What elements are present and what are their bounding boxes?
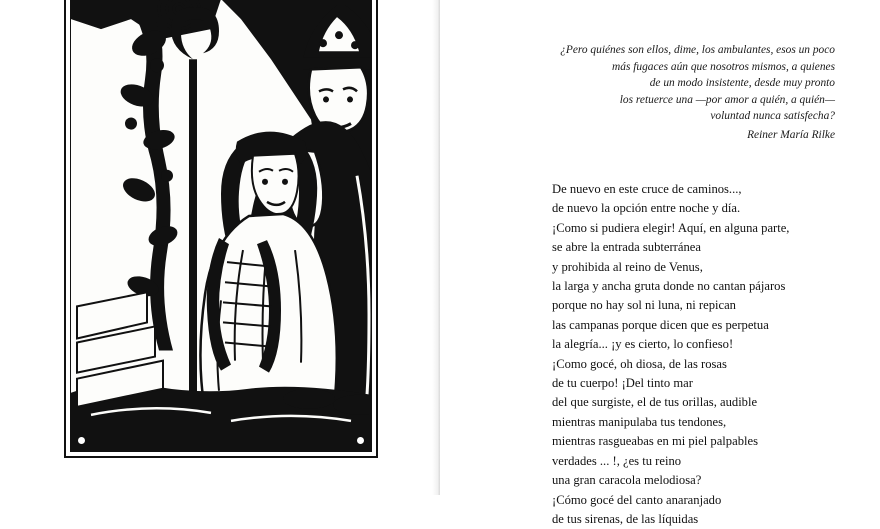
poem-line: las campanas porque dicen que es perpetua bbox=[552, 317, 769, 332]
poem-line: una gran caracola melodiosa? bbox=[552, 473, 702, 488]
left-page bbox=[0, 0, 440, 495]
poem-line: ¡Como si pudiera elegir! Aquí, en alguna parte, bbox=[552, 220, 790, 235]
poem-line: verdades ... !, ¿es tu reino bbox=[552, 453, 682, 468]
poem-line: ¡Como gocé, oh diosa, de las rosas bbox=[552, 356, 727, 371]
poem-line: y prohibida al reino de Venus, bbox=[552, 259, 703, 274]
poem-line: mientras manipulaba tus tendones, bbox=[552, 414, 727, 429]
epigraph-line: de un modo insistente, desde muy pronto bbox=[649, 77, 835, 90]
poem-line: porque no hay sol ni luna, ni repican bbox=[552, 298, 736, 313]
poem-line: la larga y ancha gruta donde no cantan pájaros bbox=[552, 279, 786, 294]
illustration-image bbox=[70, 0, 372, 452]
epigraph bbox=[525, 42, 835, 144]
frame-corner-dot-left bbox=[77, 436, 86, 445]
epigraph-line: ¿Pero quiénes son ellos, dime, los ambulantes, esos un poco bbox=[560, 44, 835, 56]
poem-line: ¡Cómo gocé del canto anaranjado bbox=[552, 492, 722, 507]
illustration-frame bbox=[64, 0, 378, 458]
poem-body bbox=[552, 180, 872, 529]
poem-line: mientras rasgueabas en mi piel palpables bbox=[552, 434, 758, 449]
poem-line: se abre la entrada subterránea bbox=[552, 240, 701, 255]
right-page bbox=[440, 0, 880, 526]
epigraph-line: más fugaces aún que nosotros mismos, a quienes bbox=[612, 60, 835, 73]
poem-line: de tus sirenas, de las líquidas bbox=[552, 511, 699, 526]
epigraph-line: voluntad nunca satisfecha? bbox=[710, 110, 835, 123]
epigraph-line: los retuerce una —por amor a quién, a quién— bbox=[619, 93, 835, 106]
poem-line: De nuevo en este cruce de caminos..., bbox=[552, 182, 742, 196]
poem-line: la alegría... ¡y es cierto, lo confieso! bbox=[552, 337, 734, 352]
woodcut-illustration-svg bbox=[71, 0, 371, 451]
poem-line: de nuevo la opción entre noche y día. bbox=[552, 201, 741, 216]
frame-corner-dot-right bbox=[356, 436, 365, 445]
poem-line: de tu cuerpo! ¡Del tinto mar bbox=[552, 376, 693, 391]
poem-line: del que surgiste, el de tus orillas, audible bbox=[552, 395, 758, 410]
epigraph-author: Reiner María Rilke bbox=[747, 128, 835, 141]
